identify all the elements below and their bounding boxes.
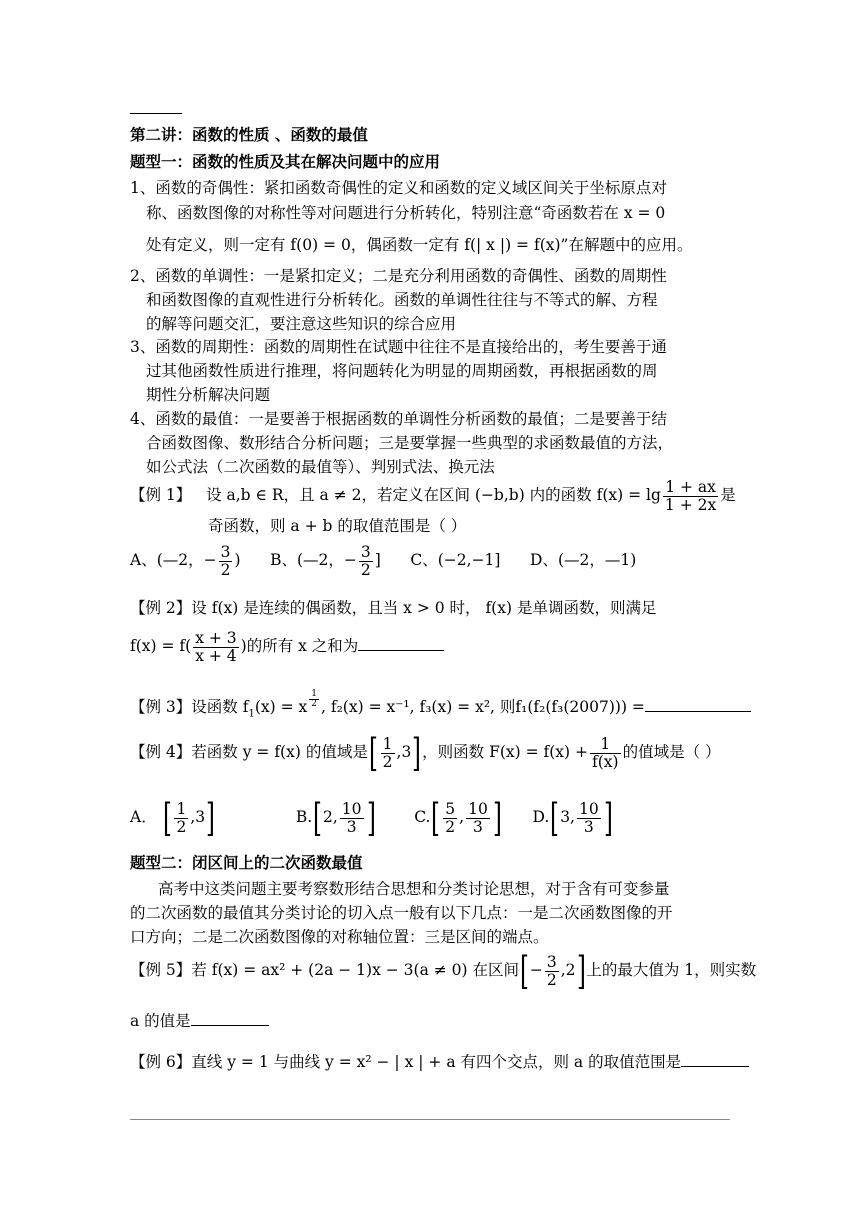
section2-para-line1: 高考中这类问题主要考察数形结合思想和分类讨论思想，对于含有可变参量 (158, 880, 670, 898)
range-end: ,3 (396, 743, 412, 761)
option-c-num1: 5 (445, 800, 456, 819)
option-a-end: ,3 (190, 808, 206, 826)
example4-line1 (130, 730, 721, 774)
option-d-fraction (577, 801, 601, 835)
top-rule (130, 113, 182, 114)
option-c-label: C. (414, 808, 431, 826)
option-c-fraction1 (443, 801, 457, 835)
example4-text-c: 的值域是（ ） (622, 743, 721, 761)
option-b-fraction (359, 544, 373, 578)
option-d-num: 10 (578, 800, 599, 819)
example4-option-a (130, 796, 216, 840)
example2-fraction (193, 630, 238, 664)
example2-pre: f(x) = f( (130, 637, 192, 655)
example5-fraction (545, 954, 559, 988)
option-d-label: D. (532, 808, 550, 826)
example2-post: )的所有 x 之和为 (240, 637, 359, 655)
example2-frac-num: x + 3 (195, 629, 237, 648)
example6-text: 直线 y = 1 与曲线 y = x² − | x | + a 有四个交点，则 a 的取值范围是 (191, 1053, 682, 1071)
option-b-den: 2 (360, 560, 371, 579)
p4-line1: 4、函数的最值：一是要善于根据函数的单调性分析函数的最值；二是要善于结 (130, 410, 667, 428)
option-b-start: 2, (323, 808, 338, 826)
option-a-den: 2 (220, 560, 231, 579)
right-bracket: ] (492, 796, 502, 840)
example5-int-den: 2 (546, 970, 557, 989)
p1-line1: 1、函数的奇偶性：紧扣函数奇偶性的定义和函数的定义域区间关于坐标原点对 (130, 179, 667, 197)
example6-tag: 【例 6】 (130, 1053, 192, 1071)
example4-text-a: 若函数 y = f(x) 的值域是 (191, 743, 368, 761)
p1-line2: 称、函数图像的对称性等对问题进行分析转化，特别注意“奇函数若在 x = 0 (146, 204, 666, 222)
example2-line2 (130, 626, 444, 666)
left-bracket: [ (550, 796, 560, 840)
section1-title: 题型一：函数的性质及其在解决问题中的应用 (130, 153, 441, 171)
example1-option-a (130, 543, 241, 579)
example2-answer-blank[interactable] (358, 636, 444, 651)
example5-line1: 【例 5】若 f(x) = ax² + (2a − 1)x − 3(a ≠ 0) 在区间[− $\frac{3}{2}$ ,2]上的最大值为 1，则实数 (130, 949, 757, 993)
example6-line (130, 1052, 749, 1072)
section2-title: 题型二：闭区间上的二次函数最值 (130, 854, 363, 872)
example6-answer-blank[interactable] (681, 1052, 749, 1067)
option-b-label: B. (295, 808, 313, 826)
p4-line3: 如公式法（二次函数的最值等）、判别式法、换元法 (146, 458, 495, 476)
option-a-pre: A、(—2，− (130, 551, 217, 569)
p4-line2: 合函数图像、数形结合分析问题；三是要掌握一些典型的求函数最值的方法， (146, 434, 674, 452)
right-bracket: ] (412, 731, 422, 775)
range-den: 2 (382, 752, 393, 771)
example1-frac-den: 1 + 2x (664, 495, 717, 514)
option-b-post: ] (374, 551, 381, 569)
example4-frac-den: f(x) (592, 752, 619, 771)
option-c-den2: 3 (473, 817, 483, 836)
example1-option-b (270, 543, 381, 579)
option-a-fraction (174, 801, 188, 835)
option-a-num: 3 (220, 543, 231, 562)
left-bracket: [ (431, 796, 441, 840)
example5-text-b: 上的最大值为 1，则实数 (586, 961, 757, 979)
option-b-num: 3 (360, 543, 371, 562)
example5-text-a: 若 f(x) = ax² + (2a − 1)x − 3(a ≠ 0) 在区间 (191, 961, 519, 979)
range-num: 1 (382, 735, 393, 754)
example4-option-d (532, 796, 614, 840)
section2-para-line3: 口方向；二是二次函数图像的对称轴位置：三是区间的端点。 (130, 928, 549, 946)
example1-option-c: C、(−2,−1] (410, 551, 501, 569)
example1-text-b: 是 (720, 486, 736, 504)
example4-text-b: ，则函数 F(x) = f(x) + (422, 743, 589, 761)
option-a-fraction (219, 544, 233, 578)
right-bracket: ] (576, 949, 586, 993)
p3-line2: 过其他函数性质进行推理，将问题转化为明显的周期函数，再根据函数的周 (146, 362, 658, 380)
example1-text-a: 设 a,b ∈ R，且 a ≠ 2，若定义在区间 (−b,b) 内的函数 f(x) = lg (206, 486, 661, 504)
option-b-num: 10 (341, 800, 362, 819)
lecture-title: 第二讲：函数的性质 、函数的最值 (130, 126, 368, 144)
example5-int-num: 3 (546, 953, 557, 972)
example1-fraction (663, 479, 718, 513)
example3-exponent (309, 690, 319, 710)
option-a-den: 2 (176, 817, 187, 836)
example2-line1 (130, 598, 656, 618)
option-c-fraction2 (466, 801, 490, 835)
example4-fraction (590, 736, 621, 770)
example5-line2-text: a 的值是 (130, 1012, 191, 1030)
right-bracket: ] (603, 796, 613, 840)
p1-line3: 处有定义，则一定有 f(0) = 0，偶函数一定有 f(| x |) = f(x)”在解题中的应用。 (146, 236, 693, 254)
left-bracket: [ (519, 949, 529, 993)
example5-line2 (130, 1011, 269, 1031)
left-bracket: [ (162, 796, 172, 840)
example3-tag: 【例 3】 (130, 698, 192, 717)
example1-line1 (130, 475, 736, 515)
example5-int-end: ,2 (560, 961, 576, 979)
example4-option-b (295, 796, 377, 840)
example3-exp-num: 1 (311, 688, 317, 699)
example4-frac-num: 1 (590, 736, 621, 753)
p2-line3: 的解等问题交汇，要注意这些知识的综合应用 (146, 315, 457, 333)
example4-tag: 【例 4】 (130, 743, 192, 761)
example1-frac-num: 1 + ax (663, 479, 718, 496)
option-d-start: 3, (560, 808, 575, 826)
p3-line3: 期性分析解决问题 (146, 386, 271, 404)
option-c-den1: 2 (445, 817, 456, 836)
left-bracket: [ (313, 796, 323, 840)
p3-line1: 3、函数的周期性：函数的周期性在试题中往往不是直接给出的，考生要善于通 (130, 338, 667, 356)
example2-tag: 【例 2】 (130, 599, 192, 617)
example4-range-fraction (381, 736, 395, 770)
example3-text-b: (x) = x (254, 698, 308, 717)
option-b-fraction (340, 801, 364, 835)
example1-line2: 奇函数，则 a + b 的取值范围是（ ） (208, 517, 467, 535)
example1-options (130, 540, 636, 580)
example3-exp-den: 2 (311, 699, 317, 709)
example2-frac-den: x + 4 (195, 646, 237, 665)
option-a-label: A． (130, 808, 157, 826)
right-bracket: ] (366, 796, 376, 840)
example5-answer-blank[interactable] (191, 1011, 269, 1026)
option-b-pre: B、(—2，− (270, 551, 357, 569)
example1-tag: 【例 1】 (130, 486, 192, 504)
example1-option-d: D、(—2，—1) (530, 551, 637, 569)
example5-tag: 【例 5】 (130, 961, 192, 979)
right-bracket: ] (206, 796, 216, 840)
p2-line2: 和函数图像的直观性进行分析转化。函数的单调性往往与不等式的解、方程 (146, 291, 658, 309)
example3-text-c: , f₂(x) = x⁻¹, f₃(x) = x², 则f₁(f₂(f₃(2007))) = (321, 698, 645, 717)
option-b-den: 3 (346, 817, 357, 836)
example3-answer-blank[interactable] (645, 697, 751, 712)
option-d-den: 3 (583, 817, 594, 836)
example4-option-c: C.[ $\frac{5}{2}$ , $\frac{10}{3}$ ] (414, 796, 502, 840)
example3-line: 【例 3】设函数 $f_1(x) = x$ $^{\frac{1}{2}}$ , f₂(x) = x⁻¹, f₃(x) = x², 则f₁(f₂(f₃(2007))) = (130, 690, 751, 728)
p2-line1: 2、函数的单调性：一是紧扣定义；二是充分利用函数的奇偶性、函数的周期性 (130, 267, 667, 285)
example3-text-a: 设函数 f (191, 698, 249, 717)
example2-text: 设 f(x) 是连续的偶函数，且当 x > 0 时， f(x) 是单调函数，则满足 (191, 599, 657, 617)
left-bracket: [ (368, 731, 378, 775)
example4-options (130, 795, 614, 839)
option-a-num: 1 (176, 800, 187, 819)
option-a-post: ) (234, 551, 241, 569)
option-c-num2: 10 (468, 800, 488, 819)
bottom-rule (130, 1119, 730, 1120)
section2-para-line2: 的二次函数的最值其分类讨论的切入点一般有以下几点：一是二次函数图像的开 (130, 904, 673, 922)
